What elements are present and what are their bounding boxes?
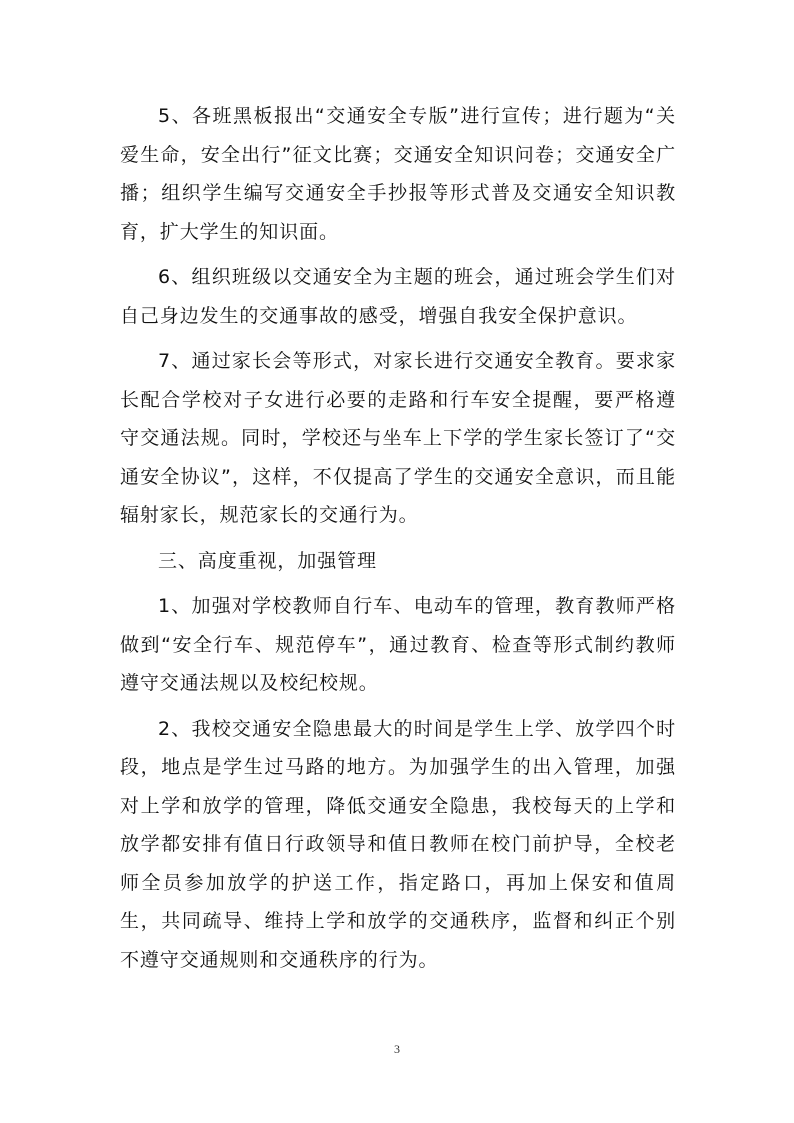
page-number: 3 [394, 1042, 400, 1056]
section-paragraph-2: 2、我校交通安全隐患最大的时间是学生上学、放学四个时段，地点是学生过马路的地方。为加强学生的出入管理，加强对上学和放学的管理，降低交通安全隐患，我校每天的上学和放学都安排有值日行政领导和值日教师在校门前护导，全校老师全员参加放学的护送工作，指定路口，再加上保安和值周生，共同疏导、维持上学和放学的交通秩序，监督和纠正个别不遵守交通规则和交通秩序的行为。 [120, 717, 676, 971]
document-body [120, 97, 676, 986]
paragraph-5: 5、各班黑板报出“交通安全专版”进行宣传；进行题为“关爱生命，安全出行”征文比赛；交通安全知识问卷；交通安全广播；组织学生编写交通安全手抄报等形式普及交通安全知识教育，扩大学生的知识面。 [120, 105, 676, 243]
section-heading: 三、高度重视，加强管理 [158, 549, 377, 572]
section-paragraph-1: 1、加强对学校教师自行车、电动车的管理，教育教师严格做到“安全行车、规范停车”，通过教育、检查等形式制约教师遵守交通法规以及校纪校规。 [120, 595, 676, 694]
paragraph-7: 7、通过家长会等形式，对家长进行交通安全教育。要求家长配合学校对子女进行必要的走路和行车安全提醒，要严格遵守交通法规。同时，学校还与坐车上下学的学生家长签订了“交通安全协议”，这样，不仅提高了学生的交通安全意识，而且能辐射家长，规范家长的交通行为。 [120, 350, 676, 526]
paragraph-6: 6、组织班级以交通安全为主题的班会，通过班会学生们对自己身边发生的交通事故的感受，增强自我安全保护意识。 [120, 266, 676, 327]
